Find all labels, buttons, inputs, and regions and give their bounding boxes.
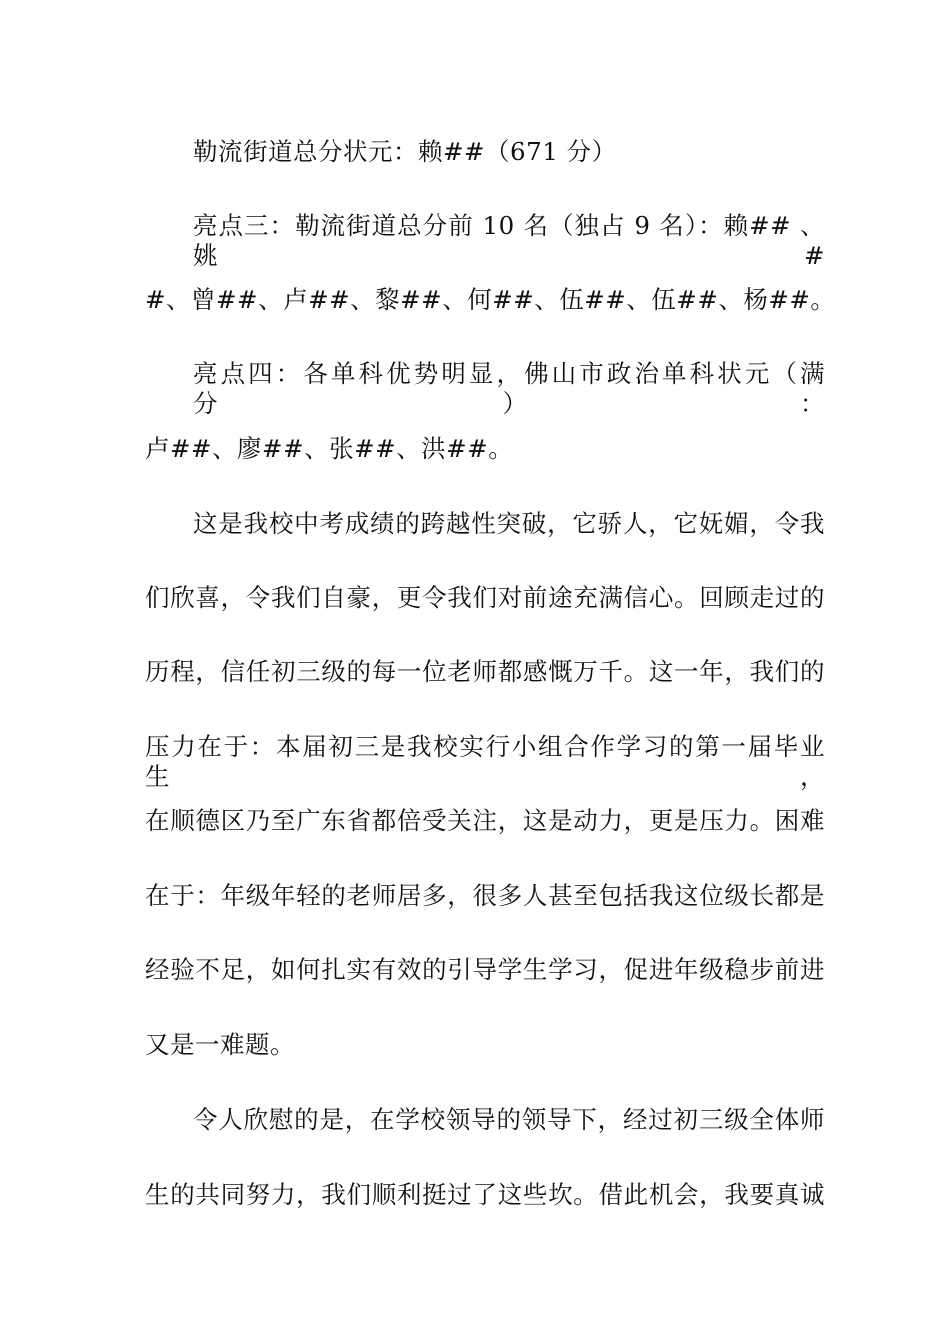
text-line-8: 历程，信任初三级的每一位老师都感慨万千。这一年，我们的 — [145, 657, 825, 686]
text-line-7: 们欣喜，令我们自豪，更令我们对前途充满信心。回顾走过的 — [145, 583, 825, 612]
text-line-5: 卢##、廖##、张##、洪##。 — [145, 434, 514, 463]
text-line-4: 亮点四：各单科优势明显，佛山市政治单科状元（满分）： — [193, 359, 825, 418]
text-line-2: 亮点三：勒流街道总分前 10 名（独占 9 名）：赖## 、姚# — [193, 211, 825, 270]
text-line-11: 在于：年级年轻的老师居多，很多人甚至包括我这位级长都是 — [145, 881, 825, 910]
text-line-3: #、曾##、卢##、黎##、何##、伍##、伍##、杨##。 — [145, 285, 836, 314]
text-line-12: 经验不足，如何扎实有效的引导学生学习，促进年级稳步前进 — [145, 955, 825, 984]
text-line-10: 在顺德区乃至广东省都倍受关注，这是动力，更是压力。困难 — [145, 806, 825, 835]
text-line-14: 令人欣慰的是，在学校领导的领导下，经过初三级全体师 — [193, 1105, 825, 1134]
text-line-15: 生的共同努力，我们顺利挺过了这些坎。借此机会，我要真诚 — [145, 1180, 825, 1209]
text-line-1: 勒流街道总分状元：赖##（671 分） — [193, 137, 617, 166]
text-line-13: 又是一难题。 — [145, 1030, 295, 1059]
text-line-9: 压力在于：本届初三是我校实行小组合作学习的第一届毕业生， — [145, 732, 825, 791]
text-line-6: 这是我校中考成绩的跨越性突破，它骄人，它妩媚，令我 — [193, 509, 825, 538]
